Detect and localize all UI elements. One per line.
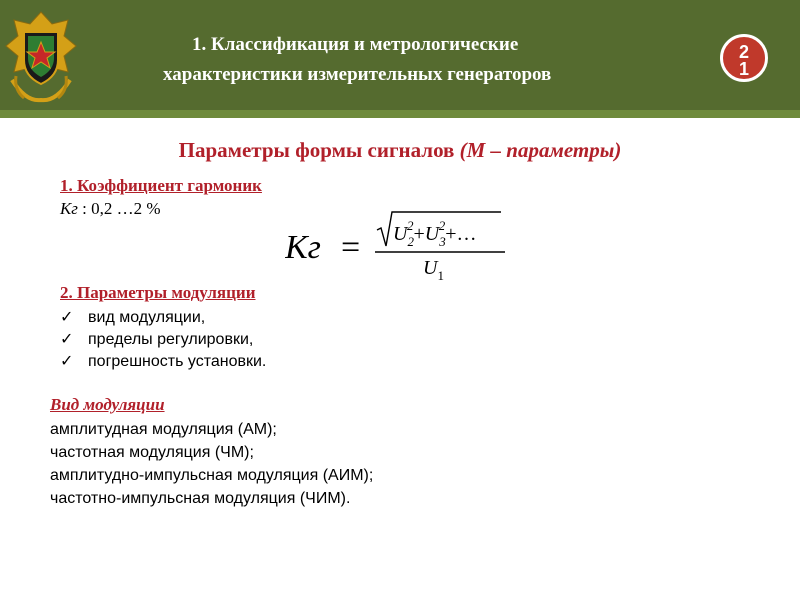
list-item: амплитудно-импульсная модуляция (АИМ); <box>50 467 374 484</box>
slide-header <box>0 0 800 110</box>
checkmark-icon: ✓ <box>60 353 74 370</box>
slide-title-line-1: 1. Классификация и метрологические <box>192 34 519 55</box>
formula-equals: = <box>341 229 361 266</box>
slide-number-badge <box>720 34 768 82</box>
modulation-params-heading: 2. Параметры модуляции <box>60 283 256 302</box>
list-item: ✓ вид модуляции, <box>60 307 266 329</box>
checkmark-icon: ✓ <box>60 309 74 326</box>
formula-lhs: Кг <box>285 229 321 266</box>
kg-range-value: : 0,2 …2 % <box>77 199 161 218</box>
list-item: частотно-импульсная модуляция (ЧИМ). <box>50 490 351 507</box>
harmonic-coefficient-formula <box>285 208 515 288</box>
harmonic-coefficient-heading: 1. Коэффициент гармоник <box>60 176 262 195</box>
formula-numerator: $U_22+U_32+\dots$ <box>393 218 477 249</box>
list-item: ✓ пределы регулировки, <box>60 329 266 351</box>
kg-symbol: Кг <box>60 199 78 218</box>
list-item: ✓ погрешность установки. <box>60 351 266 373</box>
section-subtitle <box>0 138 800 163</box>
formula-denominator: $U_1$ <box>423 257 444 283</box>
slide-number-bottom: 1 <box>738 59 749 79</box>
modulation-params-list <box>60 307 266 373</box>
modulation-type-list <box>50 418 373 510</box>
list-item: частотная модуляция (ЧМ); <box>50 444 254 461</box>
header-divider <box>0 110 800 118</box>
slide-number-top: 2 <box>738 42 749 62</box>
checkmark-icon: ✓ <box>60 331 74 348</box>
list-item: амплитудная модуляция (АМ); <box>50 421 277 438</box>
kg-range-line <box>60 199 161 219</box>
slide-title-line-2: характеристики измерительных генераторов <box>163 64 552 85</box>
modulation-type-heading: Вид модуляции <box>50 395 165 414</box>
subtitle-text: Параметры формы сигналов <box>178 138 460 162</box>
military-academy-emblem-icon <box>4 10 78 106</box>
subtitle-italic: (М – параметры) <box>459 138 622 162</box>
